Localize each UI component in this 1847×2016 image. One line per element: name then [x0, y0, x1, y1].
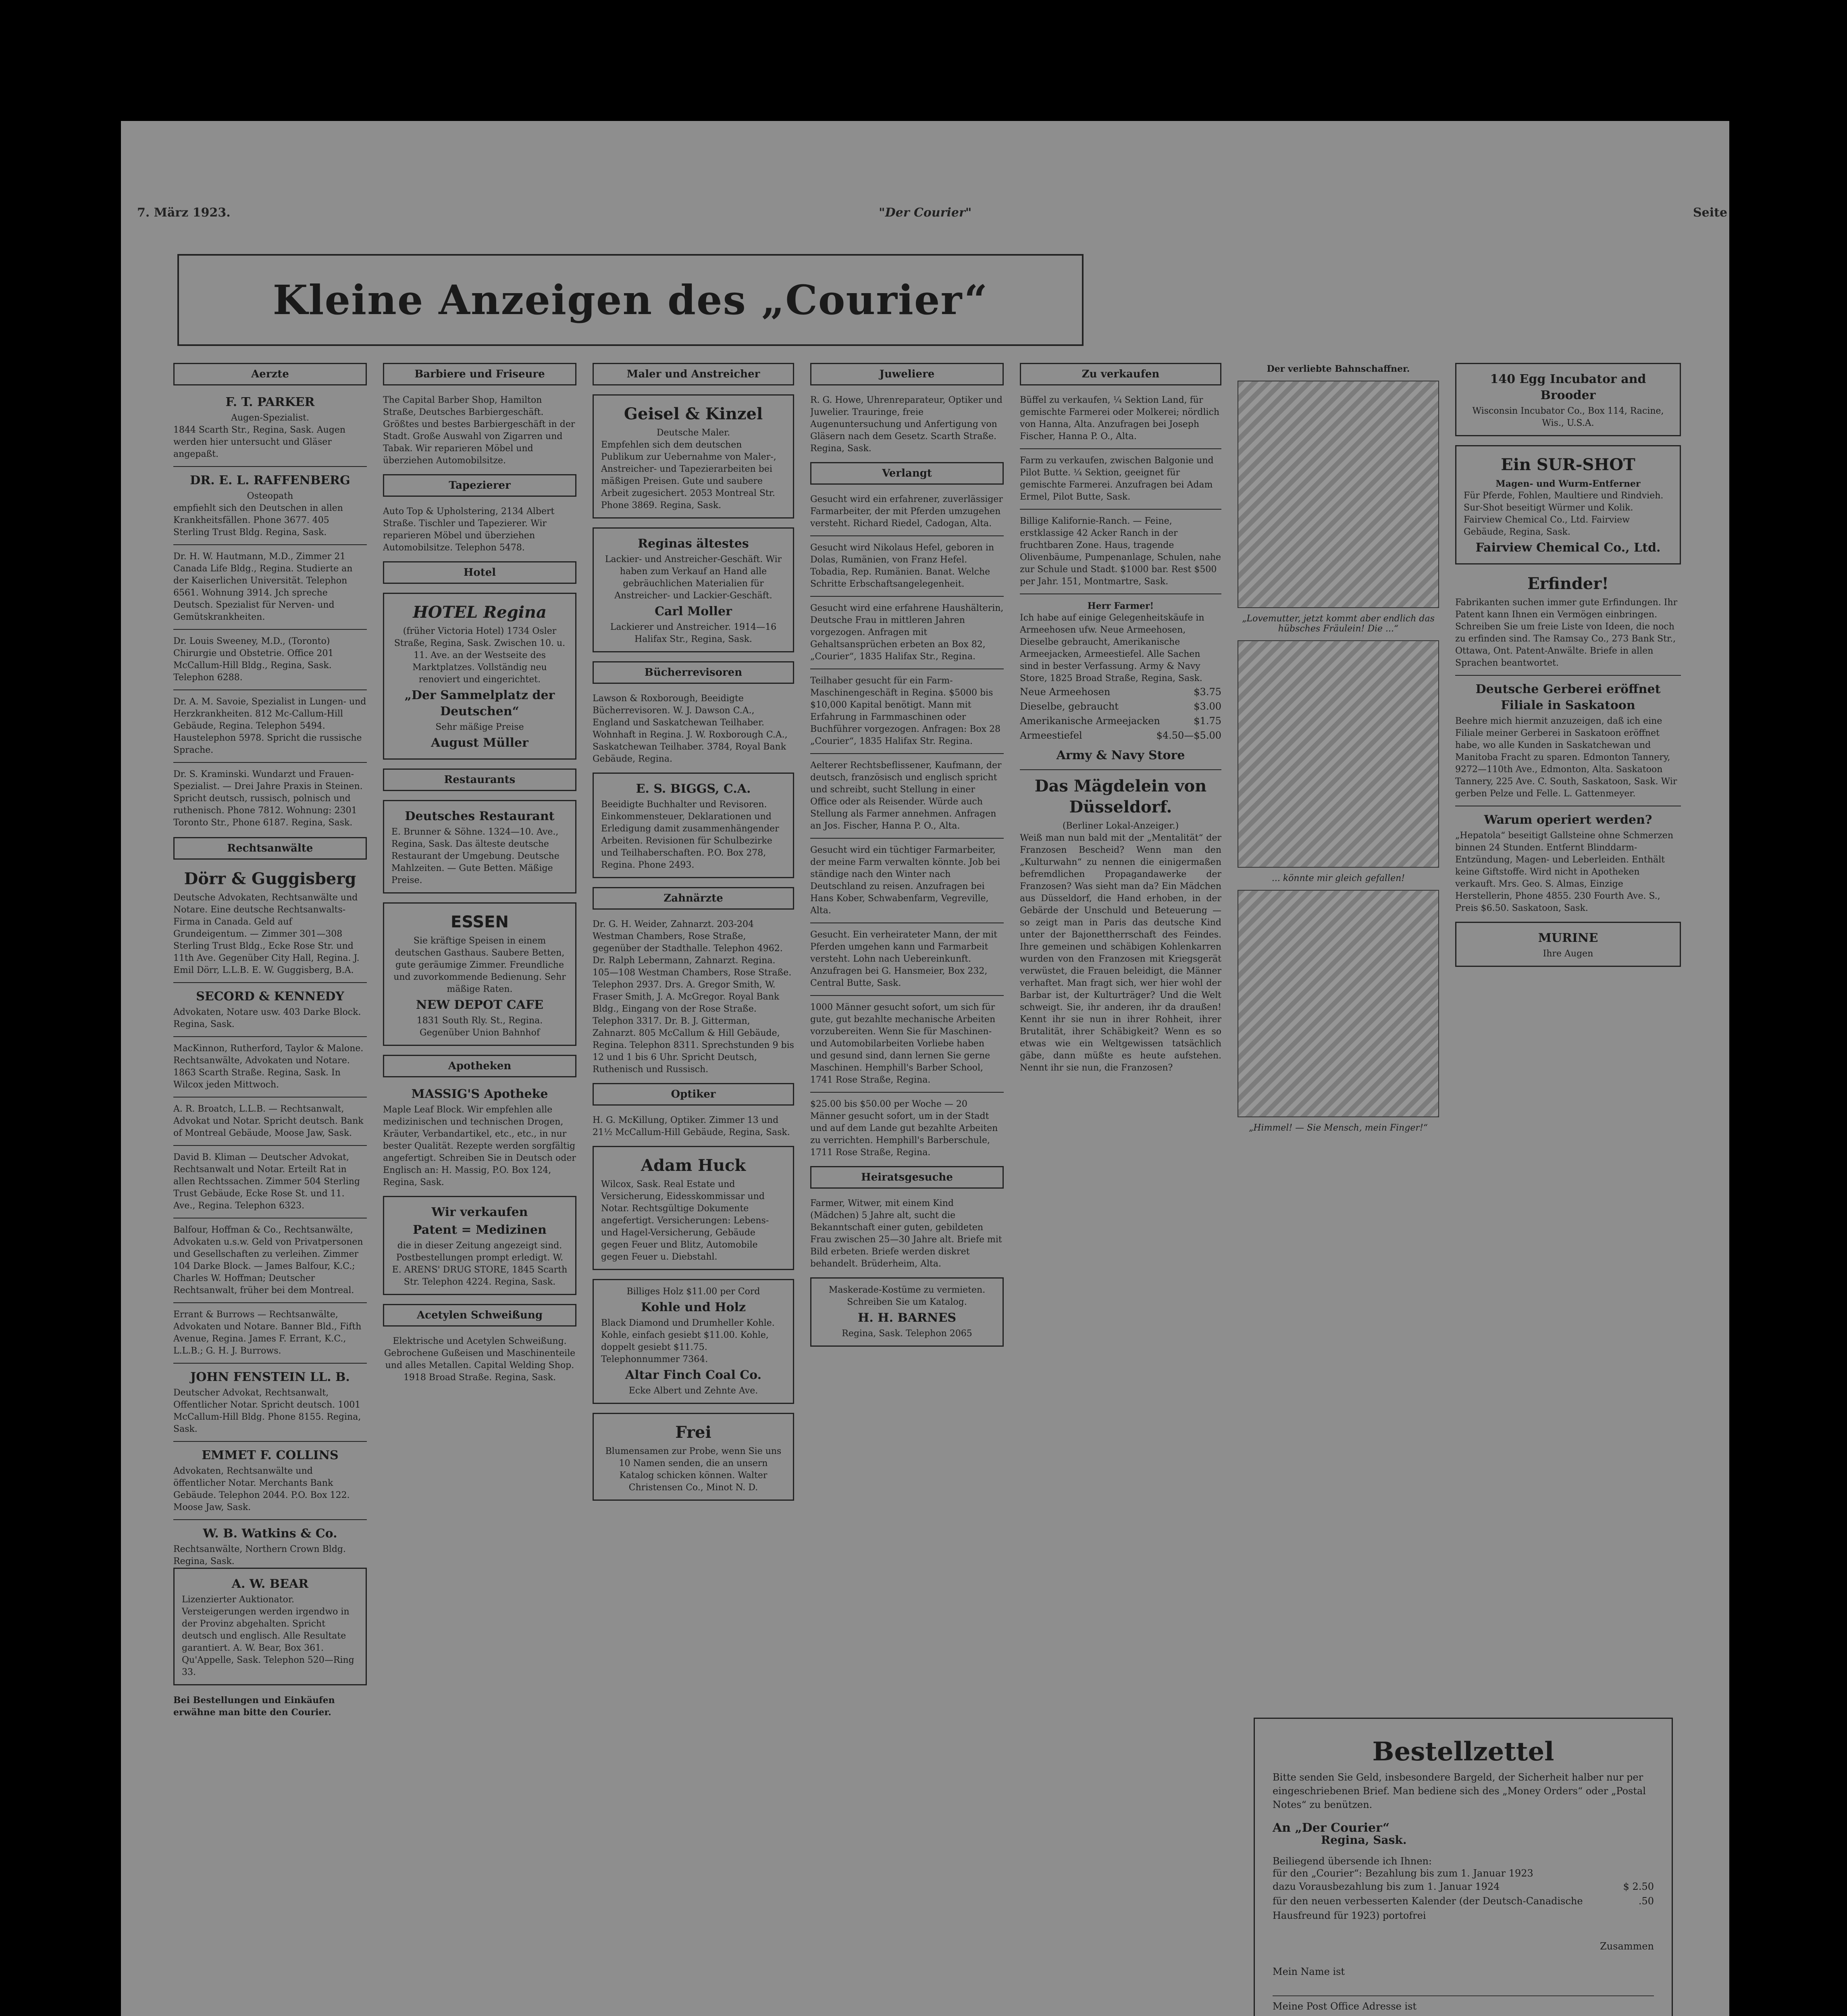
- verkaufen-sub: Patent = Medizinen: [413, 1223, 547, 1237]
- divider: [810, 838, 1004, 839]
- doerr-name: Dörr & Guggisberg: [184, 869, 356, 888]
- kohle-text: Black Diamond und Drumheller Kohle. Kohle, einfach gesiebt $11.00. Kohle, doppelt gesiebt $11.75. Telephonnummer 7364.: [601, 1318, 775, 1364]
- divider: [173, 544, 367, 545]
- verlangt-2: Gesucht wird Nikolaus Hefel, geboren in Dolas, Rumänien, von Franz Hefel. Tobadia, Rep. Rumänien. Banat. Welche Schritte Erbschaftsangelegenheit.: [810, 543, 994, 589]
- huck-name: Adam Huck: [641, 1156, 746, 1175]
- erfinder-title: Erfinder!: [1527, 574, 1609, 593]
- ad-kraminski: Dr. S. Kraminski. Wundarzt und Frauen-Spezialist. — Drei Jahre Praxis in Steinen. Spricht deutsch, russisch, polnisch und ruthenisch. Phone 7812. Wohnung: 2301 Toronto Str., Phone 6187. Regina, Sask.: [173, 769, 363, 828]
- optiker-text: H. G. McKillung, Optiker. Zimmer 13 und 21½ McCallum-Hill Gebäude, Regina, Sask.: [593, 1115, 790, 1137]
- section-schweissung: Acetylen Schweißung: [383, 1304, 576, 1327]
- divider: [173, 982, 367, 983]
- order-form-addr2: Regina, Sask.: [1321, 1833, 1407, 1847]
- order-form-name-field[interactable]: [1273, 1982, 1654, 1996]
- ad-balfour: Balfour, Hoffman & Co., Rechtsanwälte, Advokaten u.s.w. Geld von Privatpersonen und Gesellschaften zu verleihen. Zimmer 104 Darke Block. — James Balfour, K.C.; Charles W. Hoffman; Deutscher Rechtsanwalt, früher bei dem Montreal.: [173, 1225, 363, 1295]
- price-row: Amerikanische Armeejacken $1.75: [1020, 715, 1221, 727]
- reginas-text: Lackier- und Anstreicher-Geschäft. Wir haben zum Verkauf an Hand alle gebräuchlichen Materialien für Anstreicher- und Lackier-Geschäft.: [605, 554, 782, 601]
- reginas-name: Reginas ältestes: [638, 537, 749, 551]
- surshot-name: Ein SUR-SHOT: [1501, 455, 1635, 474]
- section-barbiere: Barbiere und Friseure: [383, 363, 576, 385]
- raffenberg-name: DR. E. L. RAFFENBERG: [190, 473, 350, 487]
- hotel-text: (früher Victoria Hotel) 1734 Osler Straße, Regina, Sask. Zwischen 10. u. 11. Ave. an der Westseite des Marktplatzes. Vollständig neu renoviert und eingerichtet.: [394, 626, 566, 685]
- cafe-text: 1831 South Rly. St., Regina. Gegenüber Union Bahnhof: [416, 1016, 543, 1038]
- essen-ad: [383, 902, 576, 1046]
- verlangt-6: Gesucht wird ein tüchtiger Farmarbeiter, der meine Farm verwalten könnte. Job bei ständige nach den Winter nach Deutschland zu reisen. Anzufragen bei Hans Kober, Schwabenfarm, Vegreville, Alta.: [810, 845, 1000, 916]
- comic-illustration-3: [1238, 890, 1439, 1117]
- huck-text: Wilcox, Sask. Real Estate und Versicherung, Eidesskommissar und Notar. Rechtsgültige Dokumente angefertigt. Versicherungen: Lebens- und Hagel-Versicherung, Gebäude gegen Feuer und Blitz, Automobile gegen Feuer u. Diebstahl.: [601, 1179, 769, 1262]
- geisel-ad: [593, 394, 794, 519]
- section-buecher: Bücherrevisoren: [593, 661, 794, 684]
- geisel-name: Geisel & Kinzel: [624, 404, 763, 423]
- section-apotheken: Apotheken: [383, 1055, 576, 1077]
- parker-role: Augen-Spezialist.: [231, 413, 309, 423]
- zahn-text: Dr. G. H. Weider, Zahnarzt. 203-204 Westman Chambers, Rose Straße, gegenüber der Stadthalle. Telephon 4962. Dr. Ralph Lebermann, Zahnarzt. Regina. 105—108 Westman Chambers, Rose Straße. Telephon 2937. Drs. A. Gregor Smith, W. Fraser Smith, J. A. McGregor. Royal Bank Bldg., Eingang von der Rose Straße. Telephon 3317. Dr. B. J. Gitterman, Zahnarzt. 805 McCallum & Hill Gebäude, Regina. Telephon 8311. Sprechstunden 9 bis 12 und 1 bis 6 Uhr. Spricht Deutsch, Ruthenisch und Russisch.: [593, 919, 794, 1075]
- column-maler-zahnaerzte: [593, 363, 794, 2016]
- kohle-ad: [593, 1279, 794, 1404]
- barnes-name: H. H. BARNES: [858, 1311, 956, 1325]
- ad-broatch: A. R. Broatch, L.L.B. — Rechtsanwalt, Advokat und Notar. Spricht deutsch. Bank of Montreal Gebäude, Moose Jaw, Sask.: [173, 1104, 364, 1138]
- divider: [810, 596, 1004, 597]
- zu-verkaufen-2: Farm zu verkaufen, zwischen Balgonie und Pilot Butte. ¼ Sektion, geeignet für gemischte Farmerei. Anzufragen bei Adam Ermel, Pilot Butte, Sask.: [1020, 456, 1214, 502]
- restaurant-text: E. Brunner & Söhne. 1324—10. Ave., Regina, Sask. Das älteste deutsche Restaurant der Umgebung. Deutsche Mahlzeiten. — Gute Betten. Mäßige Preise.: [391, 827, 560, 885]
- column-comic: [1238, 363, 1439, 1633]
- surshot-sub: Magen- und Wurm-Entferner: [1495, 479, 1641, 489]
- column-barbiere-apotheken: [383, 363, 576, 2016]
- verkaufen-text: die in dieser Zeitung angezeigt sind. Postbestellungen prompt erledigt. W. E. ARENS' DRUG STORE, 1845 Scarth Str. Telephon 4224. Regina, Sask.: [392, 1241, 568, 1287]
- huck-ad: [593, 1146, 794, 1270]
- murine-head: MURINE: [1538, 931, 1598, 945]
- verlangt-5: Aelterer Rechtsbeflissener, Kaufmann, der deutsch, französisch und englisch spricht und schreibt, sucht Stellung in einer Office oder als Reisender. Würde auch Stellung als Farmer annehmen. Anfragen an Jos. Fischer, Hanna P. O., Alta.: [810, 760, 1002, 831]
- moller-text: Lackierer und Anstreicher. 1914—16 Halifax Str., Regina, Sask.: [610, 622, 777, 644]
- watkins-text: Rechtsanwälte, Northern Crown Bldg. Regina, Sask.: [173, 1544, 346, 1566]
- divider: [173, 762, 367, 763]
- buecher-text: Lawson & Roxborough, Beeidigte Bücherrevisoren. W. J. Dawson C.A., England und Saskatchewan Teilhaber. Wohnhaft in Regina. J. W. Roxborough C.A., Saskatchewan Teilhaber. 3784, Royal Bank Gebäude, Regina.: [593, 694, 788, 764]
- murine-sub: Ihre Augen: [1543, 949, 1593, 959]
- warum-title: Warum operiert werden?: [1484, 813, 1652, 827]
- divider: [810, 753, 1004, 754]
- surshot-text: Für Pferde, Fohlen, Maultiere und Rindvieh. Sur-Shot beseitigt Würmer und Kolik. Fairview Chemical Co., Ltd. Fairview Gebäude, Regina, Sask.: [1464, 491, 1664, 537]
- parker-name: F. T. PARKER: [225, 395, 315, 409]
- comic-caption-1: „Lovemutter, jetzt kommt aber endlich das hübsches Fräulein! Die ...“: [1242, 614, 1435, 634]
- order-form-row-4: für den neuen verbesserten Kalender (der Deutsch-Canadische Hausfreund für 1923) portofrei .50: [1273, 1895, 1654, 1921]
- frei-ad: [593, 1413, 794, 1501]
- divider: [173, 689, 367, 690]
- price-list: [1020, 685, 1221, 743]
- comic-caption-0: Der verliebte Bahnschaffner.: [1267, 364, 1410, 374]
- divider: [1455, 675, 1681, 676]
- secord-text: Advokaten, Notare usw. 403 Darke Block. Regina, Sask.: [173, 1007, 361, 1029]
- fenstein-text: Deutscher Advokat, Rechtsanwalt, Offentlicher Notar. Spricht deutsch. 1001 McCallum-Hill Bldg. Phone 8155. Regina, Sask.: [173, 1388, 361, 1434]
- barnes-head: Maskerade-Kostüme zu vermieten. Schreiben Sie um Katalog.: [828, 1285, 986, 1307]
- juwel-text: R. G. Howe, Uhrenreparateur, Optiker und Juwelier. Trauringe, freie Augenuntersuchung und Anfertigung von Gläsern nach dem Gesetz. Scarth Straße. Regina, Sask.: [810, 395, 1003, 454]
- divider: [1020, 448, 1221, 449]
- altar-name: Altar Finch Coal Co.: [625, 1368, 762, 1382]
- divider: [173, 1302, 367, 1303]
- verkaufen-title: Wir verkaufen: [431, 1205, 528, 1219]
- footer-note: Bei Bestellungen und Einkäufen erwähne man bitte den Courier.: [173, 1695, 335, 1718]
- sammelplatz-title: „Der Sammelplatz der Deutschen“: [404, 688, 555, 719]
- raffenberg-text: empfiehlt sich den Deutschen in allen Krankheitsfällen. Phone 3677. 405 Sterling Trust Bldg. Regina, Sask.: [173, 503, 343, 537]
- column-aerzte-anwaelte: [173, 363, 367, 2016]
- moller-name: Carl Moller: [655, 604, 732, 619]
- divider: [173, 1145, 367, 1146]
- article-source: (Berliner Lokal-Anzeiger.): [1062, 821, 1179, 831]
- biggs-ad: [593, 773, 794, 878]
- barnes-text: Regina, Sask. Telephon 2065: [842, 1329, 972, 1339]
- barnes-ad: [810, 1277, 1004, 1347]
- divider: [1020, 509, 1221, 510]
- ad-sweeney: Dr. Louis Sweeney, M.D., (Toronto) Chirurgie und Obstetrie. Office 201 McCallum-Hill Bldg., Regina, Sask. Telephon 6288.: [173, 636, 334, 683]
- zu-verkaufen-3: Billige Kalifornie-Ranch. — Feine, erstklassige 42 Acker Ranch in der fruchtbaren Zone. Haus, tragende Olivenbäume, Pumpenanlage, Schulen, nahe zur Schule und Stadt. $1000 bar. Rest $500 per Jahr. 151, Montmartre, Sask.: [1020, 516, 1221, 587]
- surshot-ad: [1455, 445, 1681, 564]
- issue-date: 7. März 1923.: [137, 206, 231, 220]
- doerr-text: Deutsche Advokaten, Rechtsanwälte und Notare. Eine deutsche Rechtsanwalts-Firma in Canada. Geld auf Grundeigentum. — Zimmer 301—308 Sterling Trust Bldg., Ecke Rose Str. und 11th Ave. Gegenüber City Hall, Regina. J. Emil Dörr, L.L.B. E. W. Guggisberg, B.A.: [173, 893, 360, 975]
- divider: [1020, 769, 1221, 770]
- hotel-logo: HOTEL Regina: [413, 603, 547, 622]
- massig-name: MASSIG'S Apotheke: [411, 1087, 548, 1101]
- section-aerzte: Aerzte: [173, 363, 367, 385]
- section-banner-title: Kleine Anzeigen des „Courier“: [177, 254, 1084, 346]
- column-zu-verkaufen-artikel: [1020, 363, 1221, 2016]
- divider: [173, 1441, 367, 1442]
- army-store-name: Army & Navy Store: [1056, 748, 1185, 762]
- biggs-name: E. S. BIGGS, C.A.: [636, 782, 751, 796]
- verlangt-1: Gesucht wird ein erfahrener, zuverlässiger Farmarbeiter, der mit Pferden umzugehen versteht. Richard Riedel, Cadogan, Alta.: [810, 494, 1003, 529]
- collins-text: Advokaten, Rechtsanwälte und öffentlicher Notar. Merchants Bank Gebäude. Telephon 2044. P.O. Box 122. Moose Jaw, Sask.: [173, 1466, 350, 1512]
- ad-errant: Errant & Burrows — Rechtsanwälte, Advokaten und Notare. Banner Bld., Fifth Avenue, Regina. James F. Errant, K.C., L.L.B.; G. H. J. Burrows.: [173, 1310, 362, 1356]
- gerberei-text: Beehre mich hiermit anzuzeigen, daß ich eine Filiale meiner Gerberei in Saskatoon eröffnet habe, wo alle Kunden in Saskatchewan und Manitoba Fracht zu sparen. Edmonton Tannery, 9272—110th Ave., Edmonton, Alta. Saskatoon Tannery, 225 Ave. C. South, Saskatoon, Sask. Wir gerben Pelze und Felle. L. Gattenmeyer.: [1455, 716, 1677, 799]
- section-restaurants: Restaurants: [383, 768, 576, 791]
- page-label: Seite: [1693, 206, 1728, 220]
- fairview-name: Fairview Chemical Co., Ltd.: [1475, 541, 1661, 555]
- kohle-title: Kohle und Holz: [641, 1300, 746, 1314]
- order-form-line-2: für den „Courier“: Bezahlung bis zum 1. Januar 1923: [1273, 1868, 1533, 1879]
- raffenberg-role: Osteopath: [247, 491, 293, 501]
- essen-text: Sie kräftige Speisen in einem deutschen Gasthaus. Saubere Betten, gute geräumige Zimmer. Freundliche und zuvorkommende Bedienung. Sehr mäßige Raten.: [393, 936, 566, 994]
- section-juweliere: Juweliere: [810, 363, 1004, 385]
- heirat-text: Farmer, Witwer, mit einem Kind (Mädchen) 5 Jahre alt, sucht die Bekanntschaft einer guten, gebildeten Frau zwischen 25—30 Jahre alt. Briefe mit Bild erbeten. Briefe werden diskret behandelt. Brüderheim, Alta.: [810, 1198, 1002, 1269]
- watkins-name: W. B. Watkins & Co.: [203, 1527, 337, 1541]
- divider: [173, 1363, 367, 1364]
- divider: [810, 535, 1004, 536]
- divider: [173, 629, 367, 630]
- section-rechtsanwaelte: Rechtsanwälte: [173, 837, 367, 860]
- divider: [173, 1097, 367, 1098]
- order-form-line-1: Beiliegend übersende ich Ihnen:: [1273, 1856, 1432, 1867]
- comic-caption-2: ... könnte mir gleich gefallen!: [1271, 873, 1405, 883]
- restaurant-ad: [383, 800, 576, 893]
- geisel-role: Deutsche Maler.: [656, 428, 730, 438]
- verlangt-7: Gesucht. Ein verheirateter Mann, der mit Pferden umgehen kann und Farmarbeit versteht. Lohn nach Uebereinkunft. Anzufragen bei G. Hansmeier, Box 232, Central Butte, Sask.: [810, 930, 997, 988]
- kohle-price: Billiges Holz $11.00 per Cord: [626, 1287, 760, 1297]
- section-zahnaerzte: Zahnärzte: [593, 887, 794, 910]
- reginas-aeltestes-ad: [593, 527, 794, 652]
- farmer-text: Ich habe auf einige Gelegenheitskäufe in Armeehosen ufw. Neue Armeehosen, Dieselbe gebraucht, Amerikanische Armeejacken, Armeestiefel. Alle Sachen sind in bester Verfassung. Army & Navy Store, 1825 Broad Straße, Regina, Sask.: [1020, 613, 1204, 683]
- divider: [173, 1036, 367, 1037]
- order-form-intro: Bitte senden Sie Geld, insbesondere Bargeld, der Sicherheit halber nur per eingeschriebenen Brief. Man bediene sich des „Money Orders“ oder „Postal Notes“ zu benützen.: [1273, 1772, 1646, 1810]
- restaurant-name: Deutsches Restaurant: [405, 809, 555, 823]
- bear-ad: [173, 1568, 367, 1685]
- sammelplatz-name: August Müller: [431, 736, 528, 750]
- geisel-text: Empfehlen sich dem deutschen Publikum zur Uebernahme von Maler-, Anstreicher- und Tapezierarbeiten bei mäßigen Preisen. Gute und saubere Arbeit zugesichert. 2053 Montreal Str. Phone 3869. Regina, Sask.: [601, 440, 776, 510]
- sammelplatz-text: Sehr mäßige Preise: [435, 722, 524, 732]
- price-row: Dieselbe, gebraucht $3.00: [1020, 701, 1221, 712]
- ad-savoie: Dr. A. M. Savoie, Spezialist in Lungen- und Herzkrankheiten. 812 Mc-Callum-Hill Gebäude, Regina. Telephon 5494. Haustelephon 5978. Spricht die russische Sprache.: [173, 697, 366, 755]
- section-zu-verkaufen: Zu verkaufen: [1020, 363, 1221, 385]
- comic-caption-3: „Himmel! — Sie Mensch, mein Finger!“: [1248, 1123, 1428, 1133]
- farmer-title: Herr Farmer!: [1087, 601, 1154, 611]
- verlangt-4: Teilhaber gesucht für ein Farm-Maschinengeschäft in Regina. $5000 bis $10,000 Kapital benötigt. Mann mit Erfahrung in Farmmaschinen oder Buchführer vorgezogen. Anfragen: Box 28 „Courier“, 1835 Halifax Str. Regina.: [810, 676, 1001, 746]
- order-form-title: Bestellzettel: [1372, 1737, 1554, 1767]
- incubator-text: Wisconsin Incubator Co., Box 114, Racine, Wis., U.S.A.: [1472, 406, 1664, 428]
- erfinder-text: Fabrikanten suchen immer gute Erfindungen. Ihr Patent kann Ihnen ein Vermögen einbringen. Schreiben Sie um freie Liste von Ideen, die noch zu erfinden sind. The Ramsay Co., 273 Bank Str., Ottawa, Ont. Patent-Anwälte. Briefe in allen Sprachen beantwortet.: [1455, 598, 1678, 668]
- section-verlangt: Verlangt: [810, 462, 1004, 485]
- section-hotel: Hotel: [383, 561, 576, 584]
- bear-name: A. W. BEAR: [231, 1577, 309, 1591]
- newspaper-page: [121, 121, 1729, 2016]
- frei-text: Blumensamen zur Probe, wenn Sie uns 10 Namen senden, die an unsern Katalog schicken können. Walter Christensen Co., Minot N. D.: [605, 1446, 782, 1493]
- order-form-po-label: Meine Post Office Adresse ist: [1273, 2001, 1417, 2012]
- divider: [810, 1092, 1004, 1093]
- section-tapezierer: Tapezierer: [383, 474, 576, 497]
- collins-name: EMMET F. COLLINS: [202, 1448, 339, 1462]
- section-optiker: Optiker: [593, 1083, 794, 1106]
- section-heirat: Heiratsgesuche: [810, 1166, 1004, 1189]
- tapezierer-text: Auto Top & Upholstering, 2134 Albert Straße. Tischler und Tapezierer. Wir reparieren Möbel und überziehen Automobilsitze. Telephon 5478.: [383, 506, 555, 553]
- comic-illustration-1: [1238, 381, 1439, 608]
- verlangt-8: 1000 Männer gesucht sofort, um sich für gute, gut bezahlte mechanische Arbeiten vorzubereiten. Wenn Sie für Maschinen- und Automobilarbeiten Vorliebe haben und gesund sind, dann lernen Sie gerne Maschinen. Hemphill's Barber School, 1741 Rose Straße, Regina.: [810, 1002, 996, 1085]
- essen-title: ESSEN: [451, 913, 509, 931]
- divider: [173, 466, 367, 467]
- altar-text: Ecke Albert und Zehnte Ave.: [628, 1386, 758, 1396]
- bear-text: Lizenzierter Auktionator. Versteigerungen werden irgendwo in der Provinz abgehalten. Spricht deutsch und englisch. Alle Resultate garantiert. A. W. Bear, Box 361. Qu'Appelle, Sask. Telephon 520—Ring 33.: [182, 1595, 354, 1677]
- order-form: [1254, 1718, 1673, 2016]
- order-form-addr1: An „Der Courier“: [1273, 1821, 1390, 1835]
- parker-text: 1844 Scarth Str., Regina, Sask. Augen werden hier untersucht und Gläser angepaßt.: [173, 425, 346, 459]
- ad-mackinnon: MacKinnon, Rutherford, Taylor & Malone. Rechtsanwälte, Advokaten und Notare. 1863 Scarth Straße. Regina, Sask. In Wilcox jeden Mittwoch.: [173, 1043, 364, 1090]
- verlangt-9: $25.00 bis $50.00 per Woche — 20 Männer gesucht sofort, um in der Stadt und auf dem Lande gut bezahlte Arbeiten zu verrichten. Hemphill's Barberschule, 1711 Rose Straße, Regina.: [810, 1099, 998, 1158]
- verlangt-3: Gesucht wird eine erfahrene Haushälterin, Deutsche Frau in mittleren Jahren vorgezogen. Anfragen mit Gehaltsansprüchen erbeten an Box 82, „Courier“, 1835 Halifax Str., Regina.: [810, 603, 1004, 662]
- article-title: Das Mägdelein von Düsseldorf.: [1034, 777, 1207, 816]
- massig-text: Maple Leaf Block. Wir empfehlen alle medizinischen und technischen Drogen, Kräuter, Verbandartikel, etc., etc., in nur bester Qualität. Rezepte werden sorgfältig angefertigt. Schreiben Sie in Deutsch oder Englisch an: H. Massig, P.O. Box 124, Regina, Sask.: [383, 1105, 576, 1187]
- zu-verkaufen-1: Büffel zu verkaufen, ¼ Sektion Land, für gemischte Farmerei oder Molkerei; nördlich von Hanna, Alta. Anzufragen bei Joseph Fischer, Hanna P. O., Alta.: [1020, 395, 1220, 442]
- frei-title: Frei: [675, 1423, 711, 1442]
- warum-text: „Hepatola“ beseitigt Gallsteine ohne Schmerzen binnen 24 Stunden. Entfernt Blinddarm-Entzündung, Magen- und Leberleiden. Enthält keine Giftstoffe. Wird nicht in Apotheken verkauft. Mrs. Geo. S. Almas, Einzige Herstellerin, Phone 4855. 230 Fourth Ave. S., Preis $6.50. Saskatoon, Sask.: [1455, 831, 1673, 913]
- hotel-regina-ad: [383, 593, 576, 760]
- ad-hautmann: Dr. H. W. Hautmann, M.D., Zimmer 21 Canada Life Bldg., Regina. Studierte an der Kaiserlichen Universität. Telephon 6561. Wohnung 3914. Jch spreche Deutsch. Spezialist für Nerven- und Gemütskrankheiten.: [173, 552, 353, 622]
- fenstein-name: JOHN FENSTEIN LL. B.: [190, 1370, 350, 1384]
- schweissung-text: Elektrische und Acetylen Schweißung. Gebrochene Gußeisen und Maschinenteile und alles Metallen. Capital Welding Shop. 1918 Broad Straße. Regina, Sask.: [384, 1336, 576, 1383]
- cafe-name: NEW DEPOT CAFE: [416, 998, 544, 1012]
- secord-name: SECORD & KENNEDY: [196, 989, 344, 1004]
- gerberei-title: Deutsche Gerberei eröffnet Filiale in Saskatoon: [1475, 682, 1661, 712]
- order-form-sum: Zusammen: [1600, 1941, 1654, 1952]
- section-maler: Maler und Anstreicher: [593, 363, 794, 385]
- divider: [810, 995, 1004, 996]
- order-form-name-label: Mein Name ist: [1273, 1966, 1345, 1977]
- order-form-row-3: dazu Vorausbezahlung bis zum 1. Januar 1924 $ 2.50: [1273, 1881, 1654, 1892]
- column-ads-right: [1455, 363, 1681, 1633]
- price-row: Neue Armeehosen $3.75: [1020, 686, 1221, 698]
- article-text: Weiß man nun bald mit der „Mentalität“ der Franzosen Bescheid? Wenn man den „Kulturwahn“ zu nennen die einigermaßen befremdlichen Propagandawerke der Franzosen? Was sieht man da? Ein Mädchen aus Düsseldorf, die Hand erhoben, in der Gebärde der Unschuld und Beteuerung — so zeigt man in Paris das deutsche Kind unter der Bajonettherrschaft des Feindes. Ihre gemeinen und schäbigen Kohlenkarren wurden von den Franzosen mit Kriegsgerät verwüstet, die Frauen beleidigt, die Männer verhaftet. Man fragt sich, wer hier wohl der Barbar ist, der Kulturträger? Und die Welt schweigt. Sie, ihr anderen, ihr da draußen! Kennt ihr sie nun in ihrer Rohheit, ihrer Brutalität, ihrer Schäbigkeit? Wenn es so etwas wie ein Weltgewissen tatsächlich gäbe, dann müßte es heute aufstehen. Nennt ihr sie nun, die Franzosen?: [1020, 833, 1221, 1073]
- price-row: Armeestiefel $4.50—$5.00: [1020, 730, 1221, 741]
- incubator-head: 140 Egg Incubator and Brooder: [1490, 372, 1646, 402]
- comic-illustration-2: [1238, 640, 1439, 868]
- biggs-text: Beeidigte Buchhalter und Revisoren. Einkommensteuer, Deklarationen und Erledigung damit zusammenhängender Arbeiten. Revisionen für Schulbezirke und Teilhaberschaften. P.O. Box 278, Regina. Phone 2493.: [601, 800, 779, 870]
- ad-kliman: David B. Kliman — Deutscher Advokat, Rechtsanwalt und Notar. Erteilt Rat in allen Rechtssachen. Zimmer 504 Sterling Trust Gebäude, Ecke Rose St. und 11. Ave., Regina. Telephon 6323.: [173, 1152, 360, 1211]
- incubator-ad: [1455, 363, 1681, 436]
- murine-ad: [1455, 922, 1681, 967]
- paper-name: "Der Courier": [879, 206, 972, 220]
- divider: [173, 1519, 367, 1520]
- barber-text: The Capital Barber Shop, Hamilton Straße, Deutsches Barbiergeschäft. Größtes und bestes Barbiergeschäft in der Stadt. Große Auswahl von Zigarren und Tabak. Wir reparieren Möbel und überziehen Automobilsitze.: [383, 395, 575, 466]
- column-juweliere-verlangt: [810, 363, 1004, 2016]
- patent-medizin-ad: [383, 1196, 576, 1295]
